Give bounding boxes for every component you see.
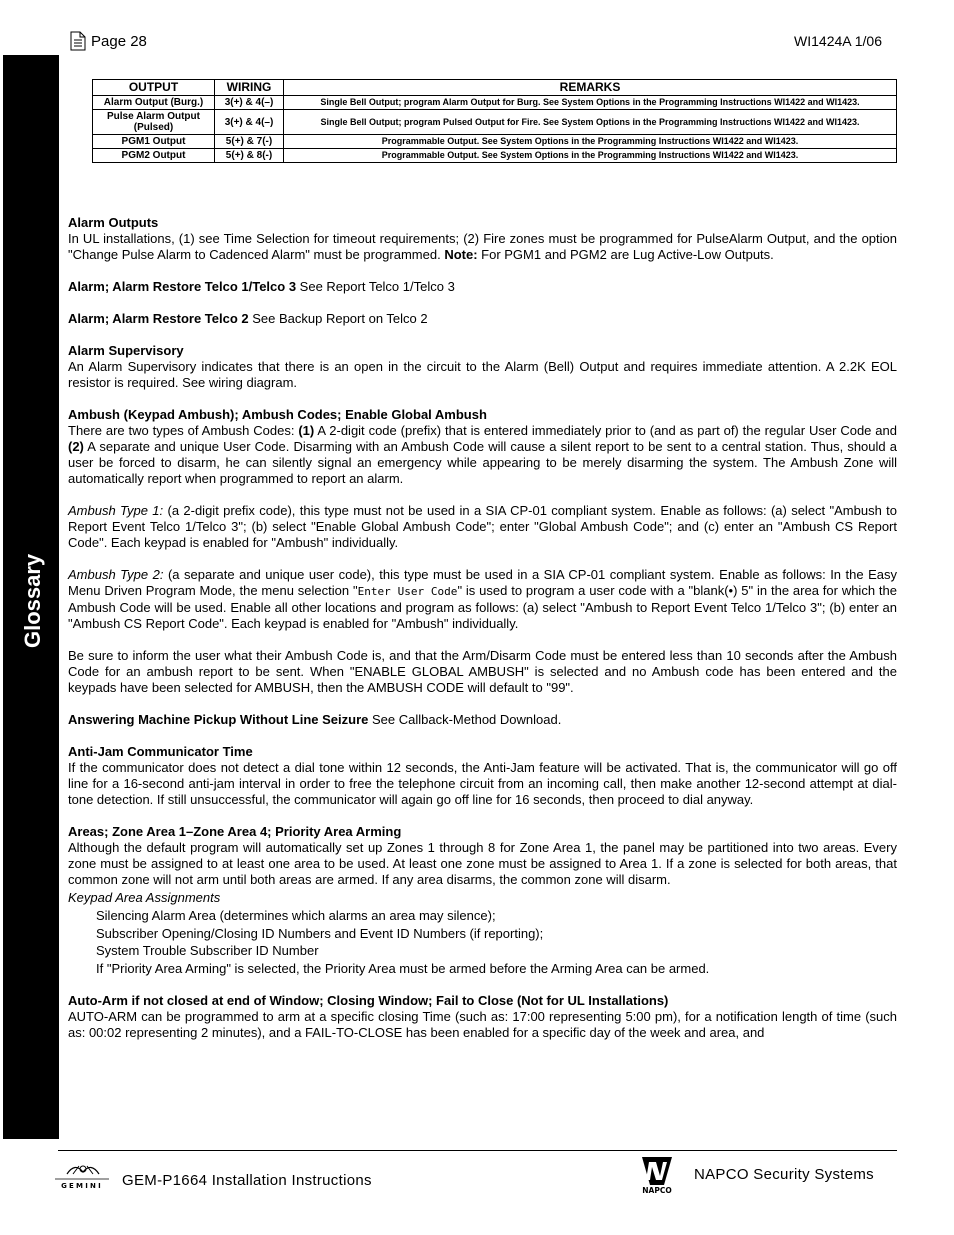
footer-company: NAPCO Security Systems bbox=[694, 1166, 874, 1183]
table-cell-remarks: Programmable Output. See System Options in the Programming Instructions WI1422 and WI1423. bbox=[284, 135, 897, 149]
list-item: Silencing Alarm Area (determines which alarms an area may silence); bbox=[96, 908, 496, 923]
list-item: System Trouble Subscriber ID Number bbox=[96, 943, 319, 958]
table-header-output: OUTPUT bbox=[93, 80, 215, 96]
body-text: " is used to program a user code with a "blank(•) 5" in the area for which the Ambush Code will be used. Enable all other locations and program as follows: (a) select "Ambush to Report Event Telco 1/Telco 3"; (b) enter an "Ambush CS Report Code". Each keypad is enabled for "Ambush" individually. bbox=[68, 583, 897, 631]
document-id: WI1424A 1/06 bbox=[794, 33, 882, 49]
body-text: A separate and unique User Code. Disarming with an Ambush Code will cause a silent report to be sent to a central station. Thus, should a user be forced to disarm, he can silently signal an emergency while appearing to be merely disarming the system. The Ambush Zone will automatically report when programmed to report an alarm. bbox=[68, 439, 897, 486]
entry-title: Ambush (Keypad Ambush); Ambush Codes; Enable Global Ambush bbox=[68, 407, 487, 422]
table-header-row bbox=[93, 80, 897, 96]
entry-title: Anti-Jam Communicator Time bbox=[68, 744, 253, 759]
svg-text:GEMINI: GEMINI bbox=[61, 1182, 103, 1190]
entry-body: AUTO-ARM can be programmed to arm at a specific closing Time (such as: 17:00 representing 5:00 pm), for a notification length of time (such as: 00:02 representing 2 minutes), and a FAIL-TO-CLOSE has been enabled for a specific day of the week and area, and bbox=[68, 1009, 897, 1040]
table-cell-output: Alarm Output (Burg.) bbox=[93, 96, 215, 110]
table-cell-remarks: Single Bell Output; program Alarm Output for Burg. See System Options in the Programming Instructions WI1422 and WI1423. bbox=[284, 96, 897, 110]
bold-marker: (1) bbox=[298, 423, 315, 438]
gemini-logo-icon bbox=[53, 1160, 111, 1190]
body-text: In UL installations, (1) see Time Selection for timeout requirements; (2) Fire zones must be programmed for PulseAlarm Output, and the option "Change Pulse Alarm to Cadenced Alarm" must be programmed. bbox=[68, 231, 897, 262]
list-item: Subscriber Opening/Closing ID Numbers and Event ID Numbers (if reporting); bbox=[96, 926, 544, 941]
page-number bbox=[70, 31, 147, 51]
entry-body bbox=[68, 423, 897, 487]
entry-body: If the communicator does not detect a dial tone within 12 seconds, the Anti-Jam feature will be activated. That is, the communicator will go off line for a 16-second anti-jam interval in order to free the telephone circuit from an incoming call, then make another 12-second attempt at dial-tone detection. If still unsuccessful, the communicator will again go off line for 16 seconds, then proceed to dial anyway. bbox=[68, 760, 897, 807]
entry-title: Alarm; Alarm Restore Telco 2 bbox=[68, 311, 249, 326]
sidebar-label: Glossary bbox=[20, 553, 45, 648]
table-cell-wiring: 5(+) & 8(-) bbox=[215, 149, 284, 163]
entry-body: Although the default program will automatically set up Zones 1 through 8 for Zone Area 1, the panel may be partitioned into two areas. Every zone must be assigned to at least one area to be used. At least one zone must be assigned to Area 1. If a zone is selected for both areas, that common zone will not arm until both areas are armed. If any area disarms, the common zone will disarm. bbox=[68, 840, 897, 887]
entry-title: Areas; Zone Area 1–Zone Area 4; Priority Area Arming bbox=[68, 824, 402, 839]
table-header-remarks: REMARKS bbox=[284, 80, 897, 96]
footer-divider bbox=[58, 1150, 897, 1151]
entry-title: Auto-Arm if not closed at end of Window; Closing Window; Fail to Close (Not for UL Installations) bbox=[68, 993, 669, 1008]
entry-alarm-restore-telco2 bbox=[68, 311, 897, 327]
entry-alarm-supervisory bbox=[68, 343, 897, 391]
glossary-content bbox=[68, 215, 897, 1057]
table-cell-output: Pulse Alarm Output (Pulsed) bbox=[93, 110, 215, 135]
entry-line bbox=[68, 311, 897, 327]
table-cell-output: PGM1 Output bbox=[93, 135, 215, 149]
entry-anti-jam bbox=[68, 744, 897, 808]
table-cell-wiring: 3(+) & 4(–) bbox=[215, 110, 284, 135]
entry-line bbox=[68, 712, 897, 728]
footer-product-title: GEM-P1664 Installation Instructions bbox=[122, 1172, 372, 1189]
table-cell-remarks: Single Bell Output; program Pulsed Output for Fire. See System Options in the Programming Instructions WI1422 and WI1423. bbox=[284, 110, 897, 135]
entry-ambush bbox=[68, 407, 897, 487]
table-row bbox=[93, 96, 897, 110]
entry-body: Be sure to inform the user what their Ambush Code is, and that the Arm/Disarm Code must be entered less than 10 seconds after the Ambush Code for an ambush report to be sent. When "ENABLE GLOBAL AMBUSH" is selected and no Ambush code has been entered and the keypads have been selected for AMBUSH, then the AMBUSH CODE will default to "99". bbox=[68, 648, 897, 695]
entry-answering-machine bbox=[68, 712, 897, 728]
body-text: (a 2-digit prefix code), this type must not be used in a SIA CP-01 compliant system. Enable as follows: (a) select "Ambush to Report Event Telco 1/Telco 3"; (b) select "Enable Global Ambush Code"; enter "Global Ambush Code"; and (c) enter an "Ambush CS Report Code". Each keypad is enabled for "Ambush" individually. bbox=[68, 503, 897, 550]
entry-body bbox=[68, 567, 897, 632]
table-cell-wiring: 3(+) & 4(–) bbox=[215, 96, 284, 110]
table-cell-wiring: 5(+) & 7(-) bbox=[215, 135, 284, 149]
entry-title: Answering Machine Pickup Without Line Seizure bbox=[68, 712, 369, 727]
entry-title: Alarm Outputs bbox=[68, 215, 159, 230]
bold-marker: (2) bbox=[68, 439, 84, 454]
body-text: A 2-digit code (prefix) that is entered immediately prior to (and as part of) the regular User Code and bbox=[314, 423, 897, 438]
entry-body bbox=[68, 503, 897, 551]
entry-body: See Report Telco 1/Telco 3 bbox=[296, 279, 455, 294]
body-text: (a separate and unique user code), this type must be used in a SIA CP-01 compliant system. Enable as follows: In the Easy Menu Driven Program Mode, the menu selection " bbox=[68, 567, 897, 598]
svg-text:NAPCO: NAPCO bbox=[642, 1186, 672, 1195]
output-table bbox=[92, 79, 897, 163]
entry-auto-arm bbox=[68, 993, 897, 1041]
entry-title: Alarm Supervisory bbox=[68, 343, 184, 358]
table-cell-remarks: Programmable Output. See System Options in the Programming Instructions WI1422 and WI1423. bbox=[284, 149, 897, 163]
entry-title: Alarm; Alarm Restore Telco 1/Telco 3 bbox=[68, 279, 297, 294]
entry-alarm-outputs bbox=[68, 215, 897, 263]
table-row bbox=[93, 149, 897, 163]
entry-ambush-type1 bbox=[68, 503, 897, 551]
table-cell-output: PGM2 Output bbox=[93, 149, 215, 163]
table-row bbox=[93, 110, 897, 135]
italic-label: Ambush Type 2: bbox=[68, 567, 164, 582]
entry-body: An Alarm Supervisory indicates that there is an open in the circuit to the Alarm (Bell) Output and requires immediate attention. A 2.2K EOL resistor is required. See wiring diagram. bbox=[68, 359, 897, 390]
napco-logo-icon bbox=[634, 1155, 680, 1195]
entry-body: See Callback-Method Download. bbox=[368, 712, 562, 727]
entry-areas bbox=[68, 824, 897, 977]
entry-line bbox=[68, 279, 897, 295]
note-label: Note: bbox=[444, 247, 478, 262]
menu-selection-text: Enter User Code bbox=[357, 585, 458, 598]
italic-label: Ambush Type 1: bbox=[68, 503, 164, 518]
table-row bbox=[93, 135, 897, 149]
page-label: Page 28 bbox=[91, 32, 147, 50]
table-header-wiring: WIRING bbox=[215, 80, 284, 96]
entry-ambush-type2 bbox=[68, 567, 897, 632]
entry-ambush-notes bbox=[68, 648, 897, 696]
body-text: There are two types of Ambush Codes: bbox=[68, 423, 299, 438]
page-icon bbox=[70, 31, 86, 51]
entry-body bbox=[68, 231, 897, 263]
entry-subtitle: Keypad Area Assignments bbox=[68, 890, 221, 905]
entry-alarm-restore-telco1 bbox=[68, 279, 897, 295]
body-text: For PGM1 and PGM2 are Lug Active-Low Outputs. bbox=[477, 247, 774, 262]
list-item: If "Priority Area Arming" is selected, the Priority Area must be armed before the Arming Area can be armed. bbox=[96, 961, 710, 976]
entry-body: See Backup Report on Telco 2 bbox=[248, 311, 428, 326]
